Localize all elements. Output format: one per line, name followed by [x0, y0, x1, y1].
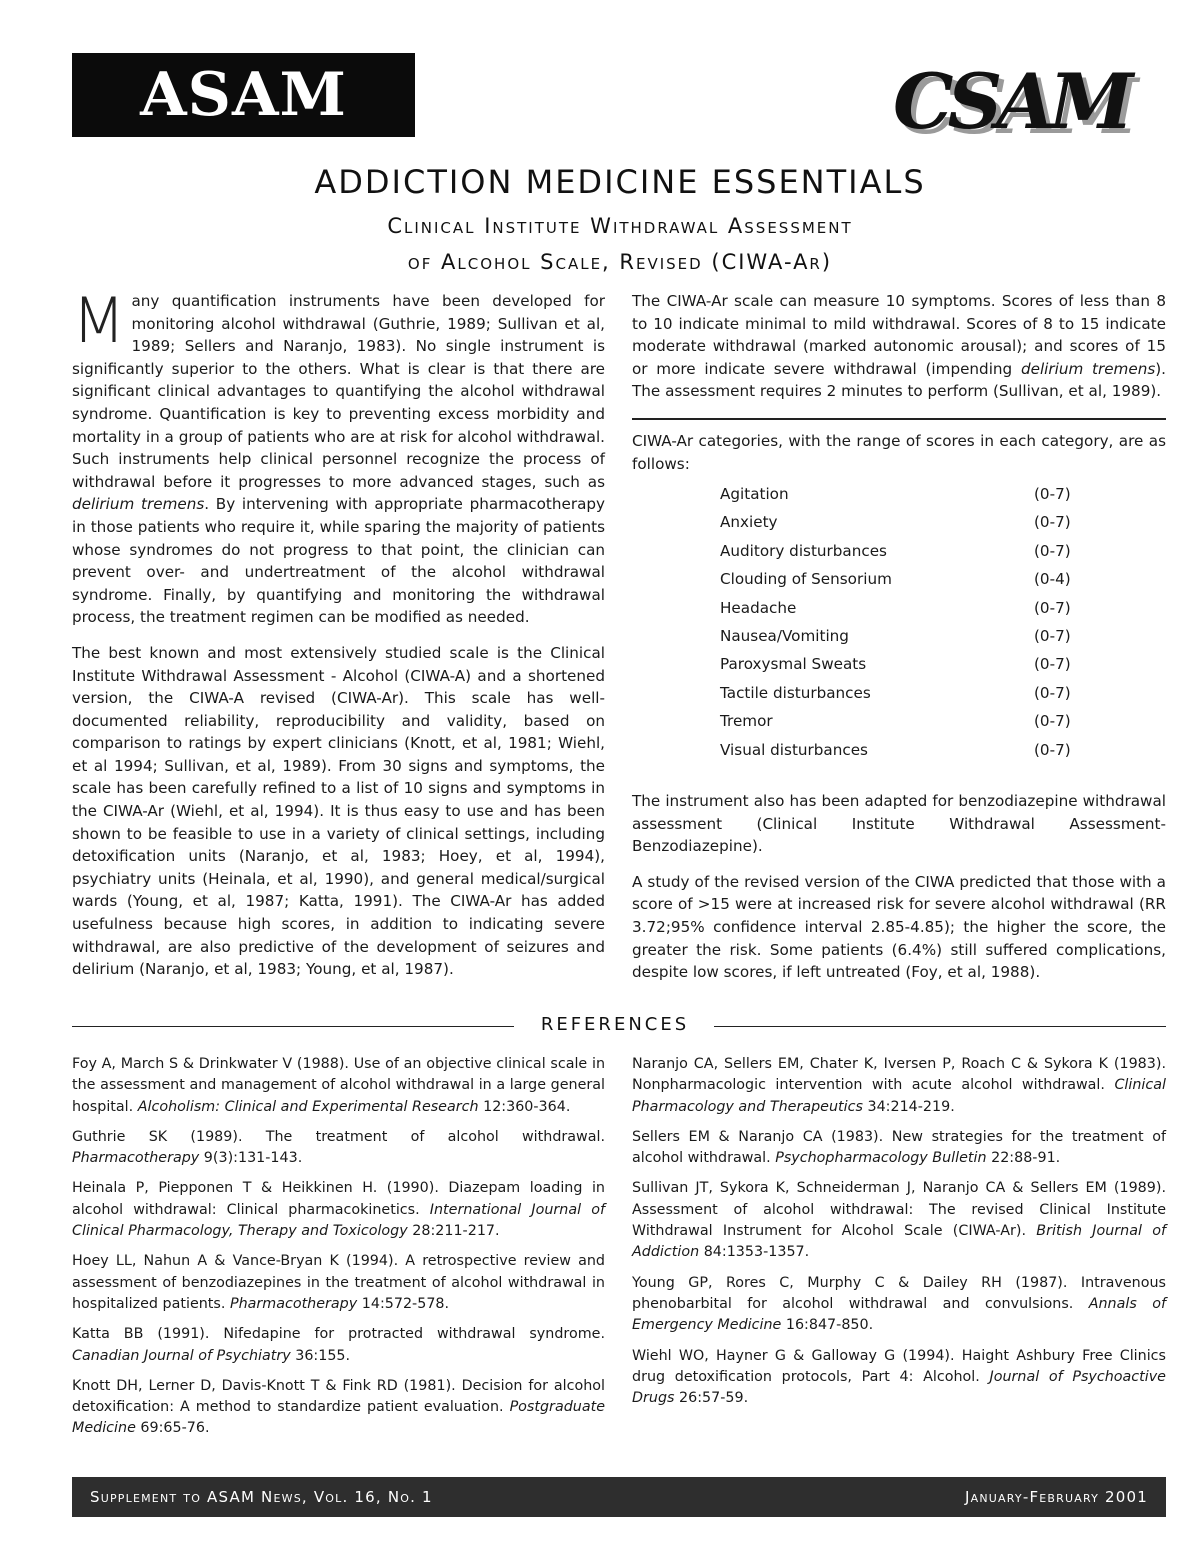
reference-journal: Alcoholism: Clinical and Experimental Research: [137, 1098, 479, 1115]
reference-text: Knott DH, Lerner D, Davis-Knott T & Fink RD (1981). Decision for alcohol detoxification: A method to standardize patient evaluation.: [72, 1377, 605, 1416]
reference-text: Wiehl WO, Hayner G & Galloway G (1994). Haight Ashbury Free Clinics drug detoxification protocols, Part 4: Alcohol.: [632, 1347, 1166, 1385]
category-row: [720, 653, 1080, 681]
reference-item: [72, 1324, 605, 1367]
category-row: [720, 739, 1080, 767]
intro-paragraph: [72, 284, 605, 629]
category-name: Anxiety: [720, 513, 778, 532]
reference-journal: Pharmacotherapy: [72, 1150, 200, 1167]
csam-logo: [893, 52, 1153, 152]
category-row: [720, 540, 1080, 568]
reference-citation: 84:1353-1357.: [699, 1244, 810, 1261]
references-right-column: [632, 1054, 1166, 1418]
right-column-bottom: [632, 790, 1166, 997]
page-title: ADDICTION MEDICINE ESSENTIALS: [314, 163, 926, 201]
category-range: (0-4): [1034, 570, 1071, 589]
section-divider: [632, 418, 1166, 420]
asam-logo: [72, 53, 415, 137]
reference-citation: 34:214-219.: [862, 1098, 955, 1115]
category-range: (0-7): [1034, 740, 1071, 759]
reference-item: [632, 1178, 1166, 1263]
category-name: Tactile disturbances: [720, 683, 871, 702]
reference-journal: Postgraduate Medicine: [72, 1399, 605, 1437]
reference-journal: International Journal of Clinical Pharmacology, Therapy and Toxicology: [72, 1201, 605, 1240]
category-range: (0-7): [1034, 485, 1071, 503]
reference-citation: 14:572-578.: [357, 1295, 450, 1312]
reference-item: [72, 1376, 605, 1440]
category-row: [720, 511, 1080, 539]
category-name: Paroxysmal Sweats: [720, 655, 867, 674]
reference-item: [72, 1127, 605, 1170]
category-name: Headache: [720, 598, 797, 617]
reference-citation: 9(3):131-143.: [199, 1150, 303, 1167]
category-row: [720, 682, 1080, 710]
categories-list: [720, 483, 1080, 767]
category-range: (0-7): [1034, 513, 1071, 532]
drop-cap: M: [72, 284, 126, 357]
study-paragraph: A study of the revised version of the CIWA predicted that those with a score of >15 were at increased risk for severe alcohol withdrawal (RR 3.72;95% confidence interval 2.85-4.85); the higher the score, the greater the risk. Some patients (6.4%) still suffered complications, despite low scores, if left untreated (Foy, et al, 1988).: [632, 872, 1166, 982]
reference-journal: Journal of Psychoactive Drugs: [632, 1368, 1166, 1407]
reference-journal: Annals of Emergency Medicine: [632, 1295, 1166, 1334]
scale-text-a: The CIWA-Ar scale can measure 10 symptoms. Scores of less than 8 to 10 indicate minimal to mild withdrawal. Scores of 8 to 15 indicate moderate withdrawal (marked autonomic arousal); and scores of 15 or more indicate severe withdrawal (impending: [632, 292, 1166, 378]
reference-item: [632, 1273, 1166, 1337]
intro-emphasis: delirium tremens: [72, 495, 205, 514]
reference-journal: Psychopharmacology Bulletin: [775, 1150, 987, 1167]
references-rule-right: [714, 1026, 1166, 1027]
benzodiazepine-paragraph: The instrument also has been adapted for benzodiazepine withdrawal assessment (Clinical Institute Withdrawal Assessment-Benzodiazepine).: [632, 792, 1166, 856]
footer-date: January-February 2001: [965, 1488, 1148, 1506]
subtitle-line-1: Clinical Institute Withdrawal Assessment: [387, 214, 853, 238]
second-paragraph: The best known and most extensively studied scale is the Clinical Institute Withdrawal Assessment - Alcohol (CIWA-A) and a shortened version, the CIWA-A revised (CIWA-Ar). This scale has well-documented reliability, reproducibility and validity, based on comparison to ratings by expert clinicians (Knott, et al, 1981; Wiehl, et al 1994; Sullivan, et al, 1989). From 30 signs and symptoms, the scale has been carefully refined to a list of 10 signs and symptoms in the CIWA-Ar (Wiehl, et al, 1994). It is thus easy to use and has been shown to be feasible to use in a variety of clinical settings, including detoxification units (Naranjo, et al, 1983; Hoey, et al, 1994), psychiatry units (Heinala, et al, 1990), and general medical/surgical wards (Young, et al, 1987; Katta, 1991). The CIWA-Ar has added usefulness because high scores, in addition to indicating severe withdrawal, are also predictive of the development of seizures and delirium (Naranjo, et al, 1983; Young, et al, 1987).: [72, 643, 605, 979]
scale-emphasis: delirium tremens: [1020, 359, 1156, 378]
category-range: (0-7): [1034, 541, 1071, 560]
subtitle-line-2: of Alcohol Scale, Revised (CIWA-Ar): [407, 250, 833, 274]
reference-text: Guthrie SK (1989). The treatment of alcohol withdrawal.: [72, 1128, 605, 1145]
reference-text: Sullivan JT, Sykora K, Schneiderman J, Naranjo CA & Sellers EM (1989). Assessment of alcohol withdrawal: The revised Clinical Institute Withdrawal Instrument for Alcohol Scale (CIWA-Ar).: [632, 1180, 1166, 1240]
footer-publication: Supplement to ASAM News, Vol. 16, No. 1: [90, 1488, 433, 1506]
category-name: Tremor: [720, 712, 773, 731]
asam-logo-text: ASAM: [140, 60, 347, 130]
reference-item: [632, 1127, 1166, 1170]
csam-logo-text: CSAM: [893, 57, 1128, 146]
reference-item: [72, 1054, 605, 1118]
reference-journal: Clinical Pharmacology and Therapeutics: [632, 1077, 1166, 1115]
scale-paragraph: [632, 290, 1166, 403]
left-column: [72, 284, 605, 994]
references-left-column: [72, 1054, 605, 1449]
reference-citation: 22:88-91.: [986, 1150, 1061, 1167]
reference-citation: 36:155.: [290, 1347, 351, 1364]
reference-journal: Pharmacotherapy: [229, 1295, 358, 1312]
reference-item: [72, 1251, 605, 1315]
category-name: Agitation: [720, 485, 789, 503]
reference-text: Hoey LL, Nahun A & Vance-Bryan K (1994). A retrospective review and assessment of benzodiazepines in the treatment of alcohol withdrawal in hospitalized patients.: [72, 1253, 605, 1312]
reference-citation: 16:847-850.: [781, 1317, 874, 1334]
category-range: (0-7): [1034, 626, 1071, 645]
intro-text-a: any quantification instruments have been developed for monitoring alcohol withdrawal (Guthrie, 1989; Sullivan et al, 1989; Sellers and Naranjo, 1983). No single instrument is significantly superior to the others. What is clear is that there are significant clinical advantages to quantifying the alcohol withdrawal syndrome. Quantification is key to preventing excess morbidity and mortality in a group of patients who are at risk for alcohol withdrawal. Such instruments help clinical personnel recognize the process of withdrawal before it progresses to more advanced stages, such as: [72, 292, 605, 491]
category-range: (0-7): [1034, 655, 1071, 674]
reference-text: Heinala P, Piepponen T & Heikkinen H. (1990). Diazepam loading in alcohol withdrawal: Clinical pharmacokinetics.: [72, 1180, 605, 1218]
category-name: Visual disturbances: [720, 740, 868, 759]
reference-citation: 69:65-76.: [135, 1420, 210, 1437]
reference-citation: 28:211-217.: [407, 1223, 500, 1240]
category-row: [720, 568, 1080, 596]
reference-citation: 12:360-364.: [478, 1098, 571, 1115]
category-row: [720, 625, 1080, 653]
intro-text-b: . By intervening with appropriate pharmacotherapy in those patients who require it, while sparing the majority of patients whose syndromes do not progress to that point, the clinician can prevent over- and undertreatment of the alcohol withdrawal syndrome. Finally, by quantifying and monitoring the withdrawal process, the treatment regimen can be modified as needed.: [72, 495, 605, 627]
right-column-top: [632, 290, 1166, 416]
reference-text: Young GP, Rores C, Murphy C & Dailey RH (1987). Intravenous phenobarbital for alcohol withdrawal and convulsions.: [632, 1274, 1166, 1312]
reference-text: Foy A, March S & Drinkwater V (1988). Use of an objective clinical scale in the assessment and management of alcohol withdrawal in a large general hospital.: [72, 1056, 605, 1115]
reference-text: Naranjo CA, Sellers EM, Chater K, Iversen P, Roach C & Sykora K (1983). Nonpharmacologic intervention with acute alcohol withdrawal.: [632, 1056, 1166, 1094]
reference-text: Sellers EM & Naranjo CA (1983). New strategies for the treatment of alcohol withdrawal.: [632, 1128, 1166, 1167]
reference-item: [72, 1178, 605, 1242]
category-row: [720, 597, 1080, 625]
reference-item: [632, 1346, 1166, 1410]
category-row: [720, 483, 1080, 511]
category-name: Nausea/Vomiting: [720, 626, 849, 645]
category-row: [720, 710, 1080, 738]
category-name: Auditory disturbances: [720, 541, 887, 560]
reference-text: Katta BB (1991). Nifedapine for protracted withdrawal syndrome.: [72, 1326, 605, 1343]
categories-intro: CIWA-Ar categories, with the range of scores in each category, are as follows:: [632, 432, 1166, 473]
category-name: Clouding of Sensorium: [720, 570, 892, 589]
categories-intro-block: [632, 430, 1166, 488]
reference-journal: Canadian Journal of Psychiatry: [72, 1347, 291, 1364]
category-range: (0-7): [1034, 712, 1071, 731]
category-range: (0-7): [1034, 683, 1071, 702]
references-heading: REFERENCES: [540, 1014, 690, 1035]
category-range: (0-7): [1034, 598, 1071, 617]
reference-citation: 26:57-59.: [674, 1390, 749, 1407]
scale-text-b: ). The assessment requires 2 minutes to perform (Sullivan, et al, 1989).: [632, 359, 1166, 401]
reference-journal: British Journal of Addiction: [632, 1223, 1167, 1261]
reference-item: [632, 1054, 1166, 1118]
references-rule-left: [72, 1026, 514, 1027]
